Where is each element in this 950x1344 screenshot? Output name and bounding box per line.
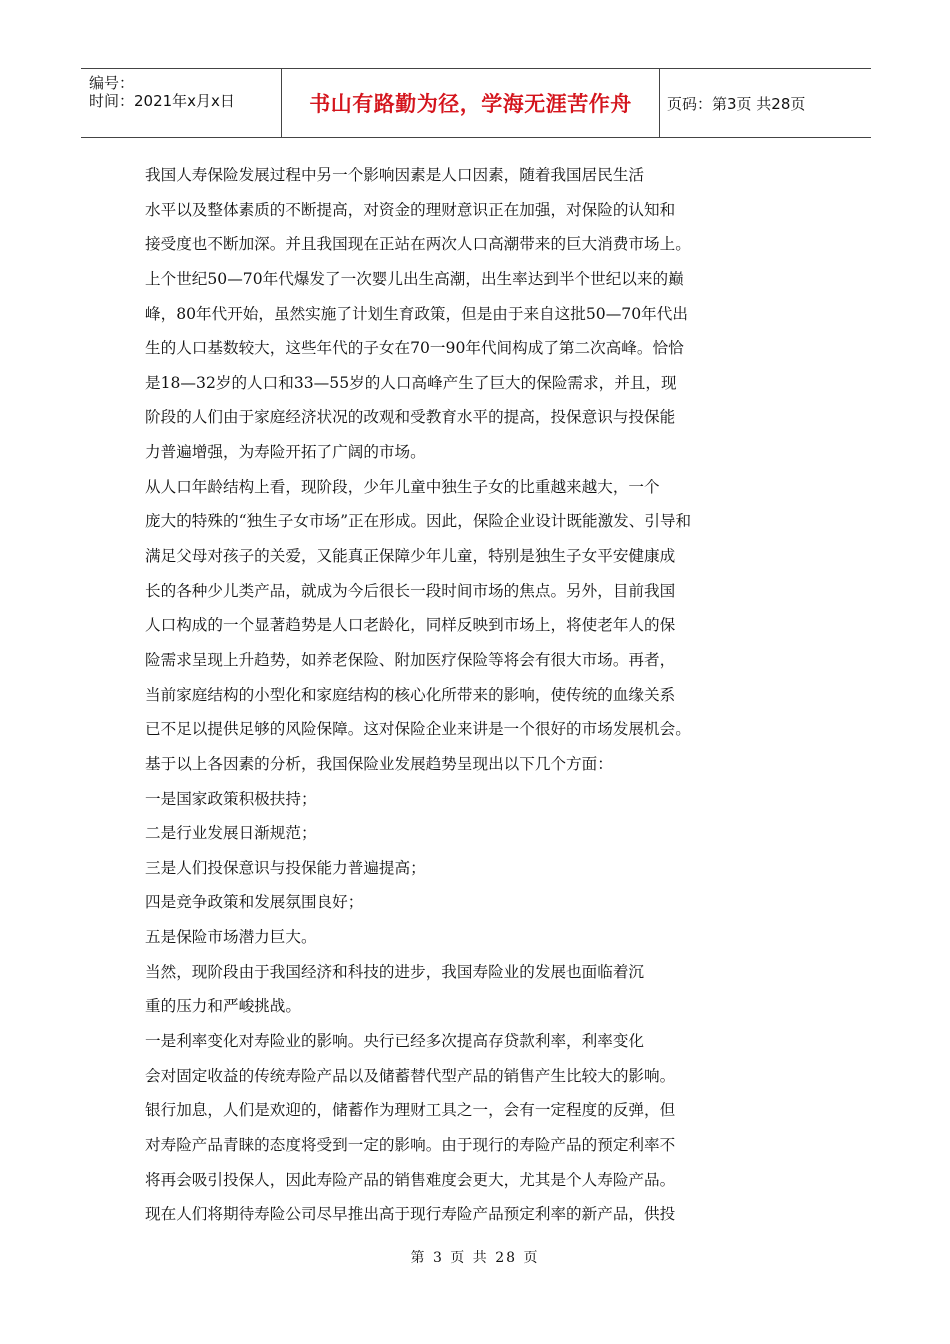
body-line: 基于以上各因素的分析，我国保险业发展趋势呈现出以下几个方面： (145, 754, 613, 773)
header-page-cell (659, 69, 871, 137)
body-line: 险需求呈现上升趋势，如养老保险、附加医疗保险等将会有很大市场。再者， (145, 650, 676, 669)
body-line: 将再会吸引投保人，因此寿险产品的销售难度会更大，尤其是个人寿险产品。 (145, 1170, 676, 1189)
body-line: 是18—32岁的人口和33—55岁的人口高峰产生了巨大的保险需求，并且，现 (145, 373, 677, 392)
body-line: 人口构成的一个显著趋势是人口老龄化，同样反映到市场上，将使老年人的保 (145, 616, 676, 635)
list-item: 一是国家政策积极扶持； (145, 789, 317, 808)
body-line: 银行加息，人们是欢迎的，储蓄作为理财工具之一，会有一定程度的反弹，但 (145, 1101, 676, 1120)
body-line: 峰，80年代开始，虽然实施了计划生育政策，但是由于来自这批50—70年代出 (145, 304, 688, 323)
page-footer: 第 3 页 共 28 页 (410, 1250, 540, 1266)
body-line: 当前家庭结构的小型化和家庭结构的核心化所带来的影响，使传统的血缘关系 (145, 685, 676, 704)
body-line: 上个世纪50—70年代爆发了一次婴儿出生高潮，出生率达到半个世纪以来的巅 (145, 269, 684, 288)
document-header (81, 68, 871, 138)
body-line: 生的人口基数较大，这些年代的子女在70一90年代间构成了第二次高峰。恰恰 (145, 339, 684, 358)
body-line: 庞大的特殊的“独生子女市场”正在形成。因此，保险企业设计既能激发、引导和 (145, 512, 692, 531)
body-line: 力普遍增强，为寿险开拓了广阔的市场。 (145, 443, 426, 462)
header-left-cell (81, 69, 281, 137)
body-line: 会对固定收益的传统寿险产品以及储蓄替代型产品的销售产生比较大的影响。 (145, 1066, 676, 1085)
body-line: 阶段的人们由于家庭经济状况的改观和受教育水平的提高，投保意识与投保能 (145, 408, 676, 427)
body-line: 已不足以提供足够的风险保障。这对保险企业来讲是一个很好的市场发展机会。 (145, 720, 691, 739)
body-line: 我国人寿保险发展过程中另一个影响因素是人口因素，随着我国居民生活 (145, 166, 645, 184)
list-item: 五是保险市场潜力巨大。 (145, 928, 317, 947)
body-line: 接受度也不断加深。并且我国现在正站在两次人口高潮带来的巨大消费市场上。 (145, 235, 691, 254)
document-number-label: 编号： (89, 74, 135, 92)
header-page-info: 页码：第3页 共28页 (667, 94, 806, 113)
body-line: 长的各种少儿类产品，就成为今后很长一段时间市场的焦点。另外，目前我国 (145, 581, 676, 600)
list-item: 二是行业发展日渐规范； (145, 824, 317, 843)
header-motto: 书山有路勤为径，学海无涯苦作舟 (309, 92, 632, 116)
body-line: 满足父母对孩子的关爱，又能真正保障少年儿童，特别是独生子女平安健康成 (145, 547, 676, 566)
body-line: 重的压力和严峻挑战。 (145, 997, 301, 1016)
body-line: 从人口年龄结构上看，现阶段，少年儿童中独生子女的比重越来越大，一个 (145, 477, 660, 496)
body-line: 现在人们将期待寿险公司尽早推出高于现行寿险产品预定利率的新产品，供投 (145, 1205, 676, 1224)
header-motto-cell (281, 69, 660, 137)
body-line: 当然，现阶段由于我国经济和科技的进步，我国寿险业的发展也面临着沉 (145, 962, 645, 981)
list-item: 四是竞争政策和发展氛围良好； (145, 893, 364, 912)
body-line: 对寿险产品青睐的态度将受到一定的影响。由于现行的寿险产品的预定利率不 (145, 1135, 676, 1154)
document-time-label: 时间：2021年x月x日 (89, 92, 235, 110)
document-body (145, 158, 765, 1232)
body-line: 水平以及整体素质的不断提高，对资金的理财意识正在加强，对保险的认知和 (145, 200, 676, 219)
body-line: 一是利率变化对寿险业的影响。央行已经多次提高存贷款利率，利率变化 (145, 1032, 645, 1051)
list-item: 三是人们投保意识与投保能力普遍提高； (145, 858, 426, 877)
